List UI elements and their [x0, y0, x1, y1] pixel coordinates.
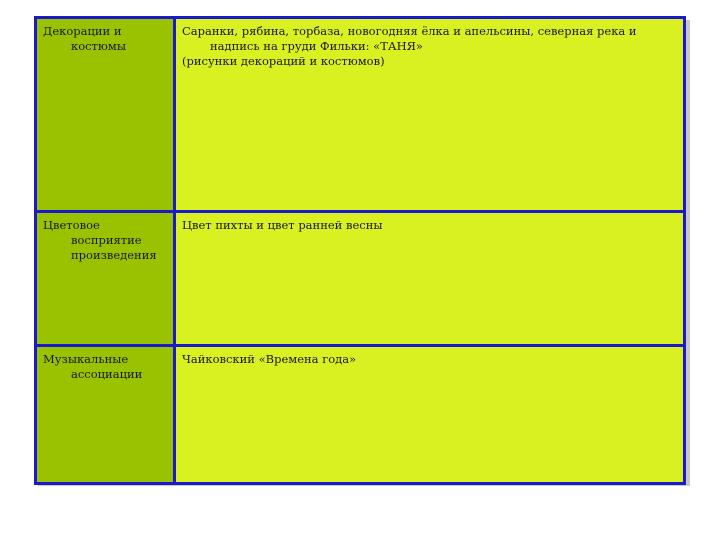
content-line: надпись на груди Фильки: «ТАНЯ» — [210, 39, 423, 53]
row-content-music — [175, 346, 685, 484]
table-row — [36, 212, 685, 346]
row-label-color-perception — [36, 212, 175, 346]
info-table — [34, 16, 686, 485]
content-line: Цвет пихты и цвет ранней весны — [182, 218, 383, 232]
label-text: Цветовое восприятие произведения — [43, 218, 157, 262]
content-line: (рисунки декораций и костюмов) — [182, 54, 385, 68]
row-label-music — [36, 346, 175, 484]
content-line: Саранки, рябина, торбаза, новогодняя ёлка и апельсины, северная река и — [182, 24, 637, 38]
table-row — [36, 18, 685, 212]
row-content-color-perception — [175, 212, 685, 346]
row-label-decorations — [36, 18, 175, 212]
label-text: Декорации и костюмы — [43, 24, 127, 53]
row-content-decorations — [175, 18, 685, 212]
content-line: Чайковский «Времена года» — [182, 352, 357, 366]
table-row — [36, 346, 685, 484]
label-text: Музыкальные ассоциации — [43, 352, 143, 381]
